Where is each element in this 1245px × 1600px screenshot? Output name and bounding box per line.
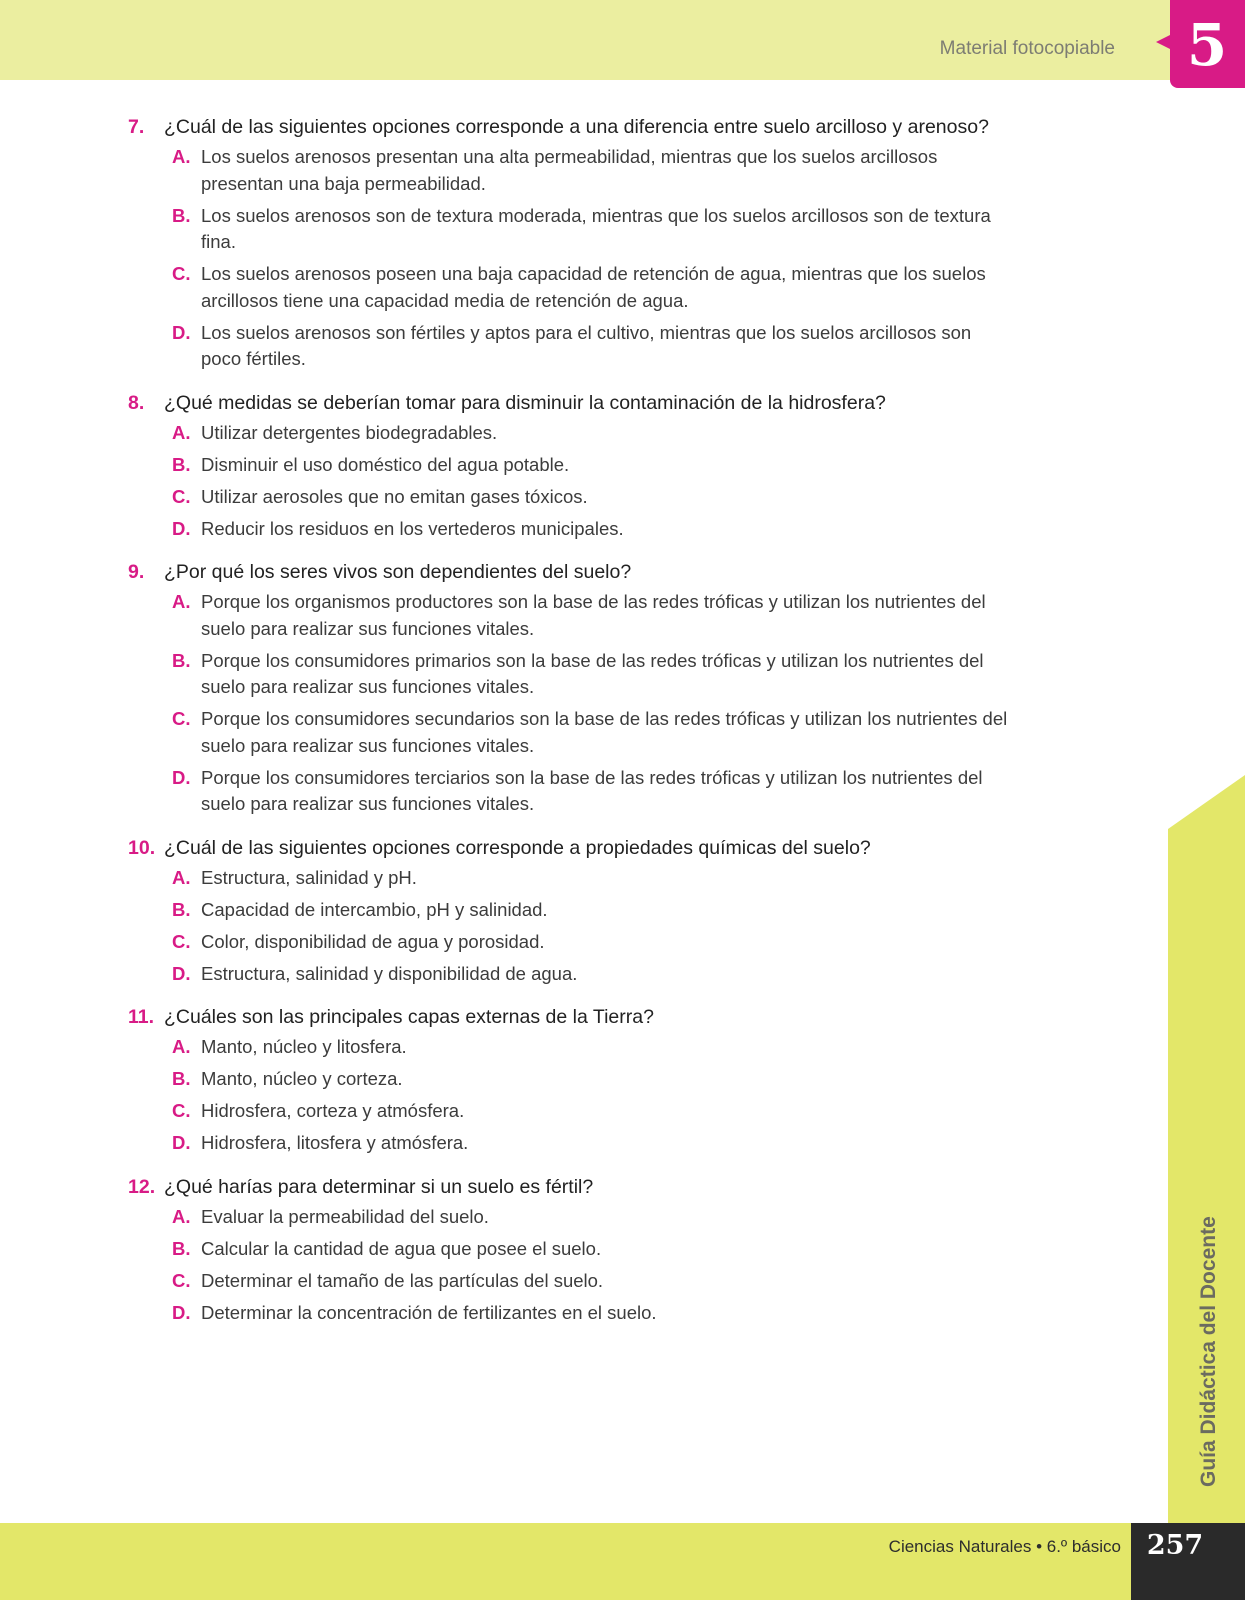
option-list <box>172 144 1008 373</box>
option-d <box>172 961 1008 988</box>
option-letter: D. <box>172 1132 191 1153</box>
option-text: Utilizar aerosoles que no emitan gases tóxicos. <box>201 485 588 507</box>
question-12 <box>128 1172 1008 1327</box>
option-text: Los suelos arenosos poseen una baja capacidad de retención de agua, mientras que los suelos arcillosos tiene una capacidad media de retención de agua. <box>201 263 986 311</box>
option-d <box>172 1300 1008 1327</box>
question-9 <box>128 557 1008 818</box>
question-text: ¿Qué harías para determinar si un suelo es fértil? <box>164 1175 594 1198</box>
option-a <box>172 589 1008 642</box>
question-text: ¿Qué medidas se deberían tomar para disminuir la contaminación de la hidrosfera? <box>164 391 886 414</box>
option-letter: C. <box>172 930 191 952</box>
option-b <box>172 203 1008 256</box>
option-letter: C. <box>172 485 191 507</box>
option-d <box>172 765 1008 818</box>
option-letter: A. <box>172 146 191 167</box>
option-c <box>172 1098 1008 1125</box>
side-label: Guía Didáctica del Docente <box>1197 1216 1220 1487</box>
question-11 <box>128 1002 1008 1157</box>
question-number: 11. <box>128 1006 155 1028</box>
option-list <box>172 420 1008 543</box>
option-text: Hidrosfera, litosfera y atmósfera. <box>201 1132 469 1153</box>
option-text: Disminuir el uso doméstico del agua potable. <box>201 453 570 475</box>
option-b <box>172 648 1008 701</box>
option-text: Porque los organismos productores son la base de las redes tróficas y utilizan los nutrientes del suelo para realizar sus funciones vitales. <box>201 591 986 639</box>
option-letter: D. <box>172 321 191 343</box>
option-c <box>172 261 1008 314</box>
option-list <box>172 865 1008 988</box>
option-text: Calcular la cantidad de agua que posee el suelo. <box>201 1237 602 1259</box>
option-letter: A. <box>172 1205 191 1227</box>
question-text: ¿Cuál de las siguientes opciones corresponde a propiedades químicas del suelo? <box>164 836 871 859</box>
option-letter: B. <box>172 453 191 475</box>
question-number: 12. <box>128 1175 156 1198</box>
option-b <box>172 1236 1008 1263</box>
option-letter: A. <box>172 1036 191 1057</box>
option-text: Determinar el tamaño de las partículas del suelo. <box>201 1269 604 1291</box>
option-text: Manto, núcleo y corteza. <box>201 1068 403 1089</box>
option-letter: A. <box>172 866 191 888</box>
option-b <box>172 1066 1008 1093</box>
option-letter: D. <box>172 766 191 788</box>
header-label: Material fotocopiable <box>939 38 1115 59</box>
option-letter: C. <box>172 263 191 284</box>
option-text: Estructura, salinidad y disponibilidad de agua. <box>201 962 578 984</box>
option-text: Los suelos arenosos presentan una alta permeabilidad, mientras que los suelos arcillosos presentan una baja permeabilidad. <box>201 146 938 194</box>
option-letter: B. <box>172 649 191 671</box>
option-text: Reducir los residuos en los vertederos municipales. <box>201 517 624 539</box>
option-text: Porque los consumidores secundarios son la base de las redes tróficas y utilizan los nutrientes del suelo para realizar sus funciones vitales. <box>201 708 1008 756</box>
question-number: 9. <box>128 561 145 583</box>
option-letter: B. <box>172 898 191 920</box>
question-number: 8. <box>128 391 145 414</box>
option-text: Hidrosfera, corteza y atmósfera. <box>201 1100 465 1121</box>
question-10 <box>128 833 1008 988</box>
question-text: ¿Cuáles son las principales capas externas de la Tierra? <box>164 1006 654 1028</box>
option-d <box>172 516 1008 543</box>
chapter-number: 5 <box>1186 11 1228 79</box>
option-a <box>172 865 1008 892</box>
option-text: Los suelos arenosos son fértiles y aptos para el cultivo, mientras que los suelos arcillosos son poco fértiles. <box>201 321 972 369</box>
option-letter: B. <box>172 1068 191 1089</box>
option-text: Utilizar detergentes biodegradables. <box>201 421 498 443</box>
option-c <box>172 929 1008 956</box>
option-list <box>172 1034 1008 1157</box>
option-b <box>172 452 1008 479</box>
option-c <box>172 484 1008 511</box>
option-text: Manto, núcleo y litosfera. <box>201 1036 407 1057</box>
footer-band <box>0 1523 1245 1600</box>
question-number: 10. <box>128 836 156 859</box>
option-a <box>172 1204 1008 1231</box>
option-text: Estructura, salinidad y pH. <box>201 866 417 888</box>
option-letter: D. <box>172 1301 191 1323</box>
option-letter: C. <box>172 1100 191 1121</box>
option-text: Capacidad de intercambio, pH y salinidad. <box>201 898 548 920</box>
option-list <box>172 1204 1008 1327</box>
option-b <box>172 897 1008 924</box>
question-list <box>128 112 1008 1341</box>
option-letter: B. <box>172 1237 191 1259</box>
option-text: Evaluar la permeabilidad del suelo. <box>201 1205 489 1227</box>
option-letter: C. <box>172 1269 191 1291</box>
option-text: Color, disponibilidad de agua y porosidad. <box>201 930 545 952</box>
option-a <box>172 420 1008 447</box>
option-c <box>172 706 1008 759</box>
question-number: 7. <box>128 116 145 138</box>
question-8 <box>128 388 1008 543</box>
question-text: ¿Por qué los seres vivos son dependientes del suelo? <box>164 561 632 583</box>
option-a <box>172 144 1008 197</box>
option-letter: A. <box>172 421 191 443</box>
option-text: Determinar la concentración de fertilizantes en el suelo. <box>201 1301 657 1323</box>
option-list <box>172 589 1008 818</box>
option-d <box>172 320 1008 373</box>
option-c <box>172 1268 1008 1295</box>
option-a <box>172 1034 1008 1061</box>
option-letter: C. <box>172 708 191 729</box>
option-text: Porque los consumidores primarios son la base de las redes tróficas y utilizan los nutrientes del suelo para realizar sus funciones vitales. <box>201 649 984 697</box>
question-text: ¿Cuál de las siguientes opciones corresponde a una diferencia entre suelo arcilloso y arenoso? <box>164 116 989 138</box>
question-7 <box>128 112 1008 373</box>
footer-subject: Ciencias Naturales • 6.º básico <box>888 1537 1121 1556</box>
option-d <box>172 1130 1008 1157</box>
option-letter: D. <box>172 962 191 984</box>
option-letter: D. <box>172 517 191 539</box>
option-letter: B. <box>172 204 191 226</box>
option-text: Los suelos arenosos son de textura moderada, mientras que los suelos arcillosos son de textura fina. <box>201 204 991 252</box>
option-text: Porque los consumidores terciarios son la base de las redes tróficas y utilizan los nutrientes del suelo para realizar sus funciones vitales. <box>201 766 983 814</box>
option-letter: A. <box>172 591 191 612</box>
page-number: 257 <box>1146 1530 1204 1561</box>
